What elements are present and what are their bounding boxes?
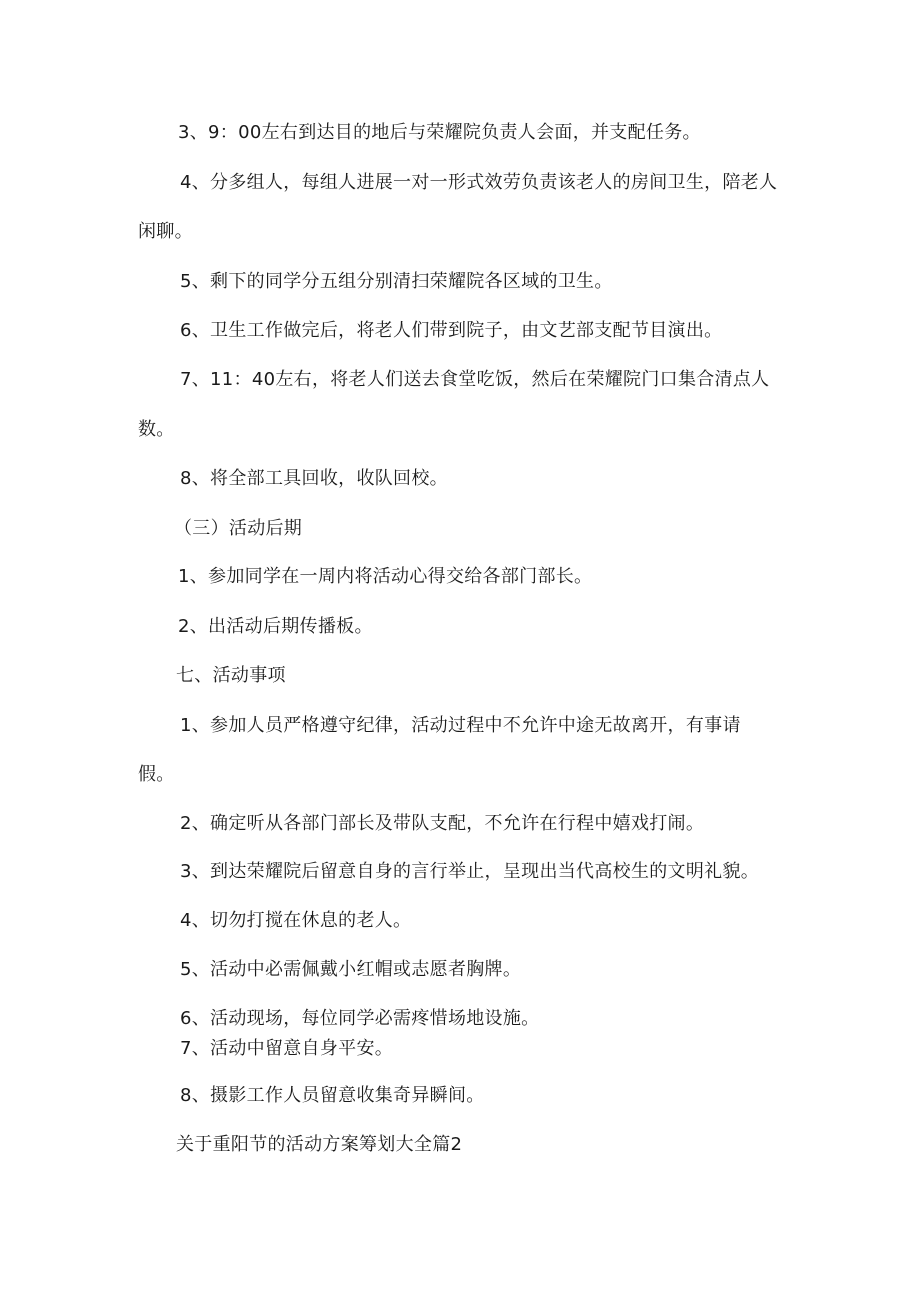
paragraph-line: 4、切勿打搅在休息的老人。: [180, 910, 412, 931]
paragraph-line: 数。: [138, 419, 175, 440]
paragraph-line: 3、9：00左右到达目的地后与荣耀院负责人会面，并支配任务。: [178, 122, 701, 143]
paragraph-line: 2、出活动后期传播板。: [178, 616, 373, 637]
paragraph-line: 1、参加同学在一周内将活动心得交给各部门部长。: [178, 566, 593, 587]
paragraph-line: 6、活动现场，每位同学必需疼惜场地设施。: [180, 1008, 540, 1029]
paragraph-line: 7、活动中留意自身平安。: [180, 1038, 394, 1059]
paragraph-line: 2、确定听从各部门部长及带队支配，不允许在行程中嬉戏打闹。: [180, 813, 705, 834]
paragraph-line: 5、活动中必需佩戴小红帽或志愿者胸牌。: [180, 959, 522, 980]
paragraph-line: 5、剩下的同学分五组分别清扫荣耀院各区域的卫生。: [180, 271, 613, 292]
paragraph-line: 6、卫生工作做完后，将老人们带到院子，由文艺部支配节目演出。: [180, 320, 723, 341]
document-section-title: 关于重阳节的活动方案筹划大全篇2: [176, 1134, 463, 1155]
paragraph-line: 3、到达荣耀院后留意自身的言行举止，呈现出当代高校生的文明礼貌。: [180, 861, 760, 882]
paragraph-line: 8、将全部工具回收，收队回校。: [180, 468, 448, 489]
paragraph-line: 1、参加人员严格遵守纪律，活动过程中不允许中途无故离开，有事请: [180, 715, 741, 736]
paragraph-line: 假。: [138, 764, 175, 785]
paragraph-line: 8、摄影工作人员留意收集奇异瞬间。: [180, 1085, 485, 1106]
paragraph-line: 4、分多组人，每组人进展一对一形式效劳负责该老人的房间卫生，陪老人: [180, 172, 778, 193]
section-heading: （三）活动后期: [174, 518, 303, 539]
paragraph-line: 闲聊。: [138, 221, 193, 242]
paragraph-line: 7、11：40左右，将老人们送去食堂吃饭，然后在荣耀院门口集合清点人: [180, 369, 770, 390]
section-heading: 七、活动事项: [176, 665, 286, 686]
